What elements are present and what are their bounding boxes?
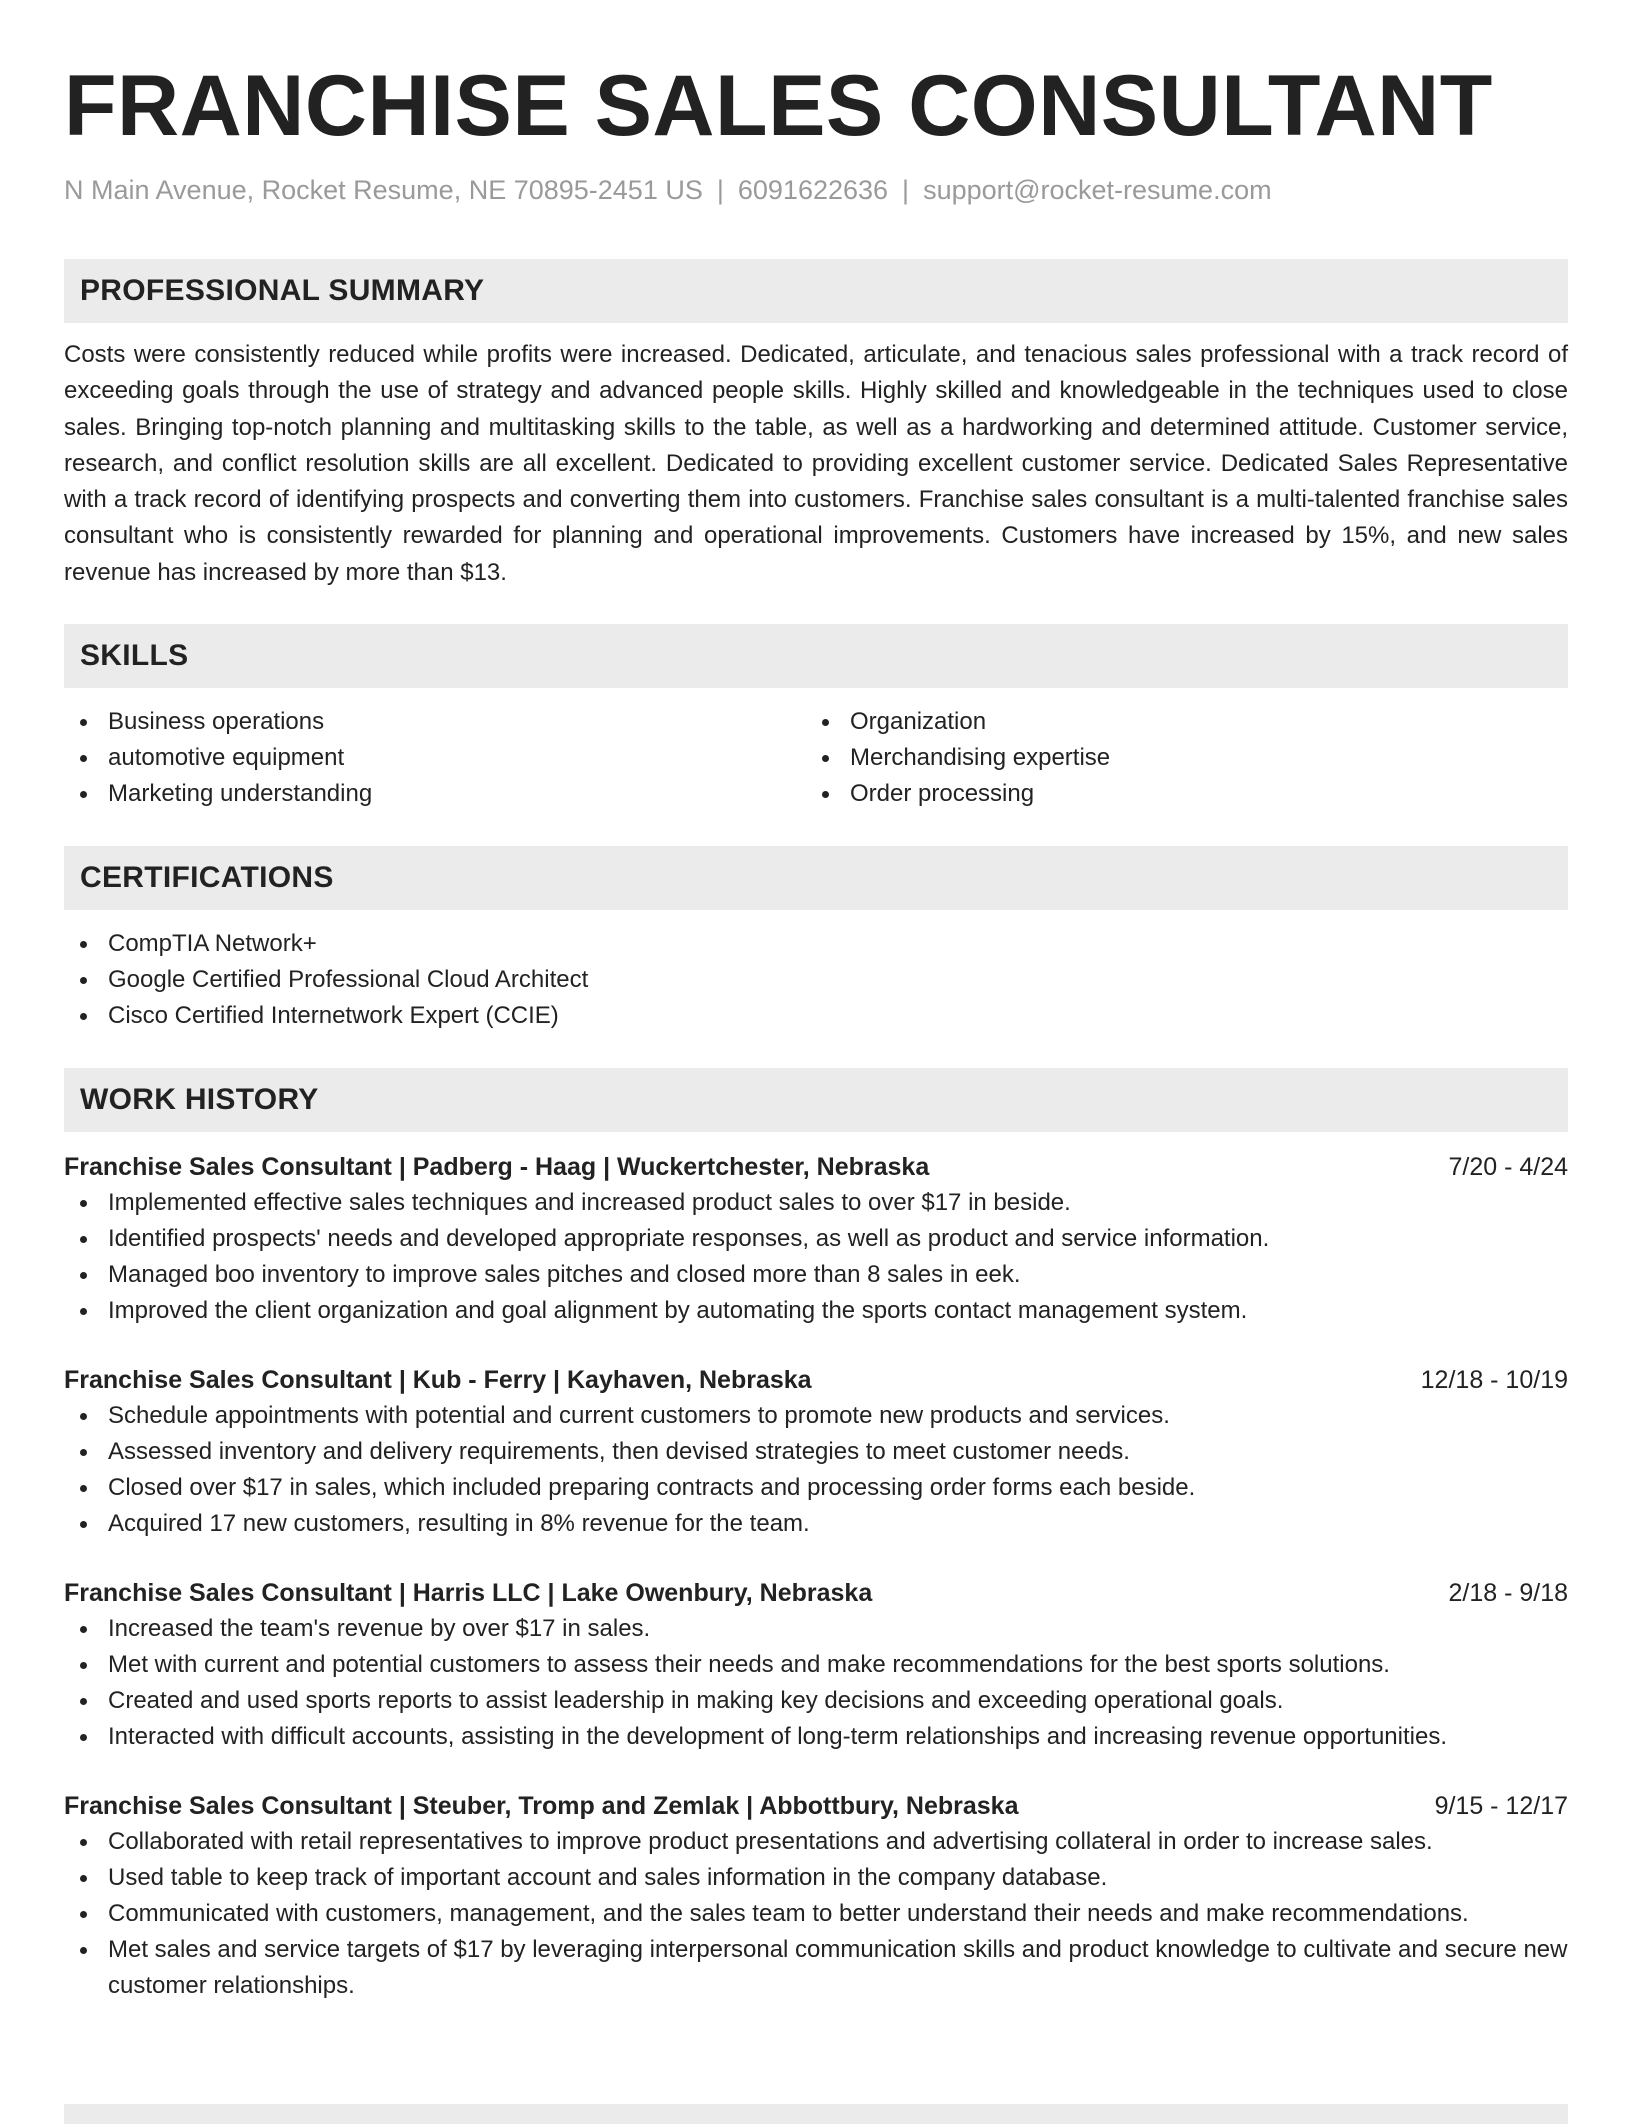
certifications-heading: CERTIFICATIONS (64, 846, 1568, 910)
job-dates: 12/18 - 10/19 (1420, 1366, 1568, 1395)
job-bullets (64, 1185, 1568, 1329)
job-entry (64, 1149, 1568, 1329)
resume-name: FRANCHISE SALES CONSULTANT (64, 58, 1493, 154)
skill-item: Organization (806, 704, 1548, 740)
skill-item: Marketing understanding (64, 776, 806, 812)
job-bullet: Interacted with difficult accounts, assisting in the development of long-term relationships and increasing revenue opportunities. (64, 1719, 1568, 1755)
job-header (64, 1149, 1568, 1185)
job-bullet: Created and used sports reports to assist leadership in making key decisions and exceeding operational goals. (64, 1683, 1568, 1719)
job-entry (64, 1575, 1568, 1755)
skills-list-left (64, 704, 806, 812)
contact-phone: 6091622636 (737, 175, 889, 205)
job-bullet: Used table to keep track of important account and sales information in the company database. (64, 1860, 1568, 1896)
work-history-section (64, 1068, 1568, 2004)
skill-item: Merchandising expertise (806, 740, 1548, 776)
job-bullet: Assessed inventory and delivery requirements, then devised strategies to meet customer needs. (64, 1434, 1568, 1470)
job-title: Franchise Sales Consultant | Harris LLC | Lake Owenbury, Nebraska (64, 1579, 873, 1608)
job-bullet: Implemented effective sales techniques and increased product sales to over $17 in beside. (64, 1185, 1568, 1221)
job-dates: 2/18 - 9/18 (1448, 1579, 1568, 1608)
skill-item: Order processing (806, 776, 1548, 812)
job-header (64, 1575, 1568, 1611)
job-bullet: Closed over $17 in sales, which included preparing contracts and processing order forms each beside. (64, 1470, 1568, 1506)
skill-item: automotive equipment (64, 740, 806, 776)
next-section-header-edge (64, 2104, 1568, 2124)
contact-address: N Main Avenue, Rocket Resume, NE 70895-2451 US (64, 175, 703, 205)
certifications-section (64, 846, 1568, 1034)
job-bullet: Increased the team's revenue by over $17 in sales. (64, 1611, 1568, 1647)
certification-item: Cisco Certified Internetwork Expert (CCIE) (64, 998, 1568, 1034)
job-bullet: Collaborated with retail representatives to improve product presentations and advertising collateral in order to increase sales. (64, 1824, 1568, 1860)
certification-item: CompTIA Network+ (64, 926, 1568, 962)
skill-item: Business operations (64, 704, 806, 740)
summary-section (64, 259, 1568, 591)
job-bullet: Improved the client organization and goal alignment by automating the sports contact management system. (64, 1293, 1568, 1329)
job-bullet: Managed boo inventory to improve sales pitches and closed more than 8 sales in eek. (64, 1257, 1568, 1293)
skills-list-right (806, 704, 1548, 812)
job-bullet: Communicated with customers, management, and the sales team to better understand their needs and make recommendations. (64, 1896, 1568, 1932)
job-bullets (64, 1824, 1568, 2004)
job-dates: 9/15 - 12/17 (1434, 1792, 1568, 1821)
contact-separator: | (716, 175, 724, 205)
job-title: Franchise Sales Consultant | Steuber, Tromp and Zemlak | Abbottbury, Nebraska (64, 1792, 1019, 1821)
job-title: Franchise Sales Consultant | Padberg - Haag | Wuckertchester, Nebraska (64, 1153, 930, 1182)
summary-heading: PROFESSIONAL SUMMARY (64, 259, 1568, 323)
job-bullets (64, 1611, 1568, 1755)
work-history-heading: WORK HISTORY (64, 1068, 1568, 1132)
resume-page (64, 0, 1568, 2004)
job-bullet: Acquired 17 new customers, resulting in 8% revenue for the team. (64, 1506, 1568, 1542)
contact-email[interactable]: support@rocket-resume.com (923, 175, 1272, 205)
job-bullets (64, 1398, 1568, 1542)
job-bullet: Met with current and potential customers to assess their needs and make recommendations for the best sports solutions. (64, 1647, 1568, 1683)
job-entry (64, 1788, 1568, 2004)
job-header (64, 1788, 1568, 1824)
skills-grid (64, 704, 1568, 812)
skills-heading: SKILLS (64, 624, 1568, 688)
job-entry (64, 1362, 1568, 1542)
certification-item: Google Certified Professional Cloud Architect (64, 962, 1568, 998)
contact-line (64, 172, 1568, 208)
summary-text: Costs were consistently reduced while profits were increased. Dedicated, articulate, and tenacious sales professional with a track record of exceeding goals through the use of strategy and advanced people skills. Highly skilled and knowledgeable in the techniques used to close sales. Bringing top-notch planning and multitasking skills to the table, as well as a hardworking and determined attitude. Customer service, research, and conflict resolution skills are all excellent. Dedicated to providing excellent customer service. Dedicated Sales Representative with a track record of identifying prospects and converting them into customers. Franchise sales consultant is a multi-talented franchise sales consultant who is consistently rewarded for planning and operational improvements. Customers have increased by 15%, and new sales revenue has increased by more than $13. (64, 341, 1568, 586)
job-title: Franchise Sales Consultant | Kub - Ferry | Kayhaven, Nebraska (64, 1366, 812, 1395)
job-bullet: Schedule appointments with potential and current customers to promote new products and services. (64, 1398, 1568, 1434)
skills-section (64, 624, 1568, 812)
contact-separator: | (902, 175, 910, 205)
certifications-list (64, 926, 1568, 1034)
job-header (64, 1362, 1568, 1398)
job-bullet: Met sales and service targets of $17 by leveraging interpersonal communication skills and product knowledge to cultivate and secure new customer relationships. (64, 1932, 1568, 2004)
job-dates: 7/20 - 4/24 (1448, 1153, 1568, 1182)
job-bullet: Identified prospects' needs and developed appropriate responses, as well as product and service information. (64, 1221, 1568, 1257)
